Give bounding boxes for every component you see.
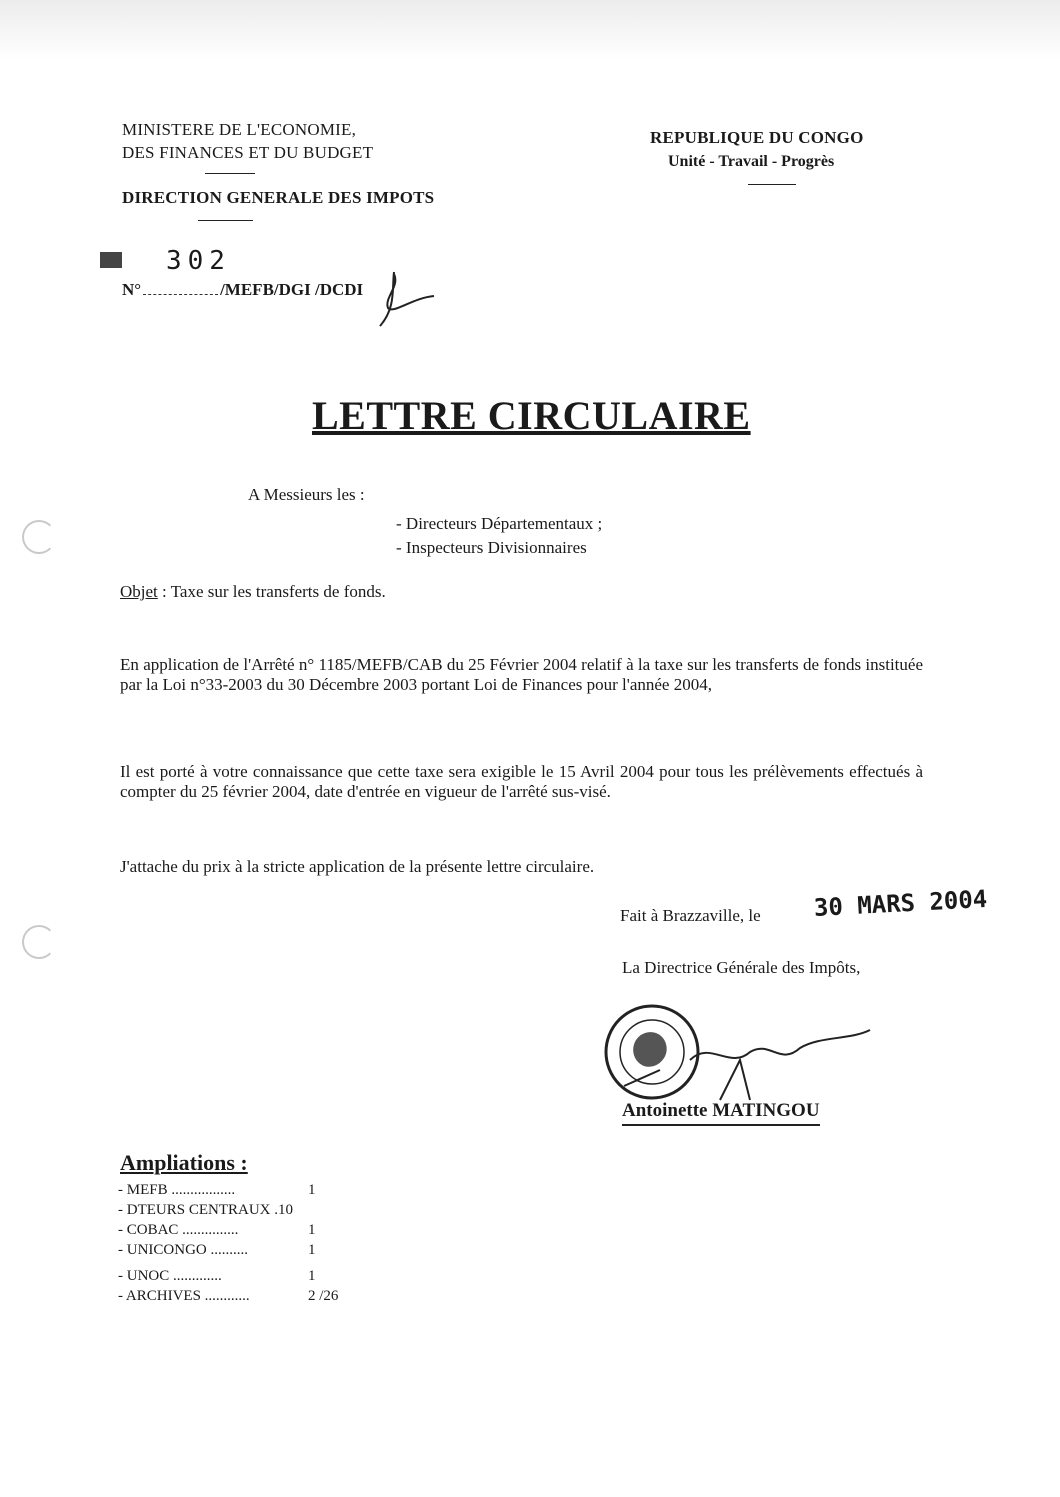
punch-hole	[22, 520, 56, 554]
divider	[205, 173, 255, 174]
addressee-item: - Directeurs Départementaux ;	[396, 514, 603, 533]
reference-stamp-number: 302	[166, 246, 231, 276]
object-label: Objet	[120, 582, 158, 601]
scan-shadow	[0, 0, 1060, 60]
divider	[198, 220, 253, 221]
ampliations-list	[118, 1180, 348, 1306]
ampliation-row: - UNOC ............. 1	[118, 1268, 316, 1284]
place-text: Fait à Brazzaville, le	[620, 906, 761, 925]
direction-title: DIRECTION GENERALE DES IMPOTS	[122, 188, 435, 207]
country-name: REPUBLIQUE DU CONGO	[650, 128, 864, 147]
signatory-name: Antoinette MATINGOU	[622, 1100, 820, 1126]
initials-signature	[372, 268, 440, 330]
document-title: LETTRE CIRCULAIRE	[312, 393, 751, 438]
signatory-title: La Directrice Générale des Impôts,	[622, 958, 861, 977]
punch-hole	[22, 925, 56, 959]
ministry-line-1: MINISTERE DE L'ECONOMIE,	[122, 120, 357, 139]
object-text: : Taxe sur les transferts de fonds.	[157, 582, 386, 601]
date-stamp: 30 MARS 2004	[813, 884, 988, 922]
ampliations-heading: Ampliations :	[120, 1150, 248, 1175]
ministry-line-2: DES FINANCES ET DU BUDGET	[122, 143, 374, 162]
addressee-item: - Inspecteurs Divisionnaires	[396, 538, 587, 557]
national-motto: Unité - Travail - Progrès	[668, 153, 835, 170]
ampliation-row: - MEFB ................. 1	[118, 1182, 316, 1198]
paragraph-3: J'attache du prix à la stricte application de la présente lettre circulaire.	[120, 857, 595, 876]
addressees-intro: A Messieurs les :	[248, 485, 365, 504]
paragraph-2: Il est porté à votre connaissance que cette taxe sera exigible le 15 Avril 2004 pour tous les prélèvements effectués à compter du 25 février 2004, date d'entrée en vigueur de l'arrêté sus-visé.	[120, 762, 923, 801]
ampliation-row: - ARCHIVES ............ 2 /26	[118, 1288, 339, 1304]
divider	[748, 184, 796, 185]
ampliation-row: - COBAC ............... 1	[118, 1222, 316, 1238]
reference-label: N°	[122, 280, 142, 299]
reference-line	[122, 280, 363, 300]
ampliation-row: - UNICONGO .......... 1	[118, 1242, 316, 1258]
redaction-mark	[100, 252, 122, 268]
ampliation-row: - DTEURS CENTRAUX .10	[118, 1202, 293, 1218]
paragraph-1: En application de l'Arrêté n° 1185/MEFB/CAB du 25 Février 2004 relatif à la taxe sur les transferts de fonds instituée par la Loi n°33-2003 du 30 Décembre 2003 portant Loi de Finances pour l'année 2004,	[120, 655, 923, 694]
object-line	[120, 582, 386, 602]
reference-suffix: /MEFB/DGI /DCDI	[220, 280, 364, 299]
